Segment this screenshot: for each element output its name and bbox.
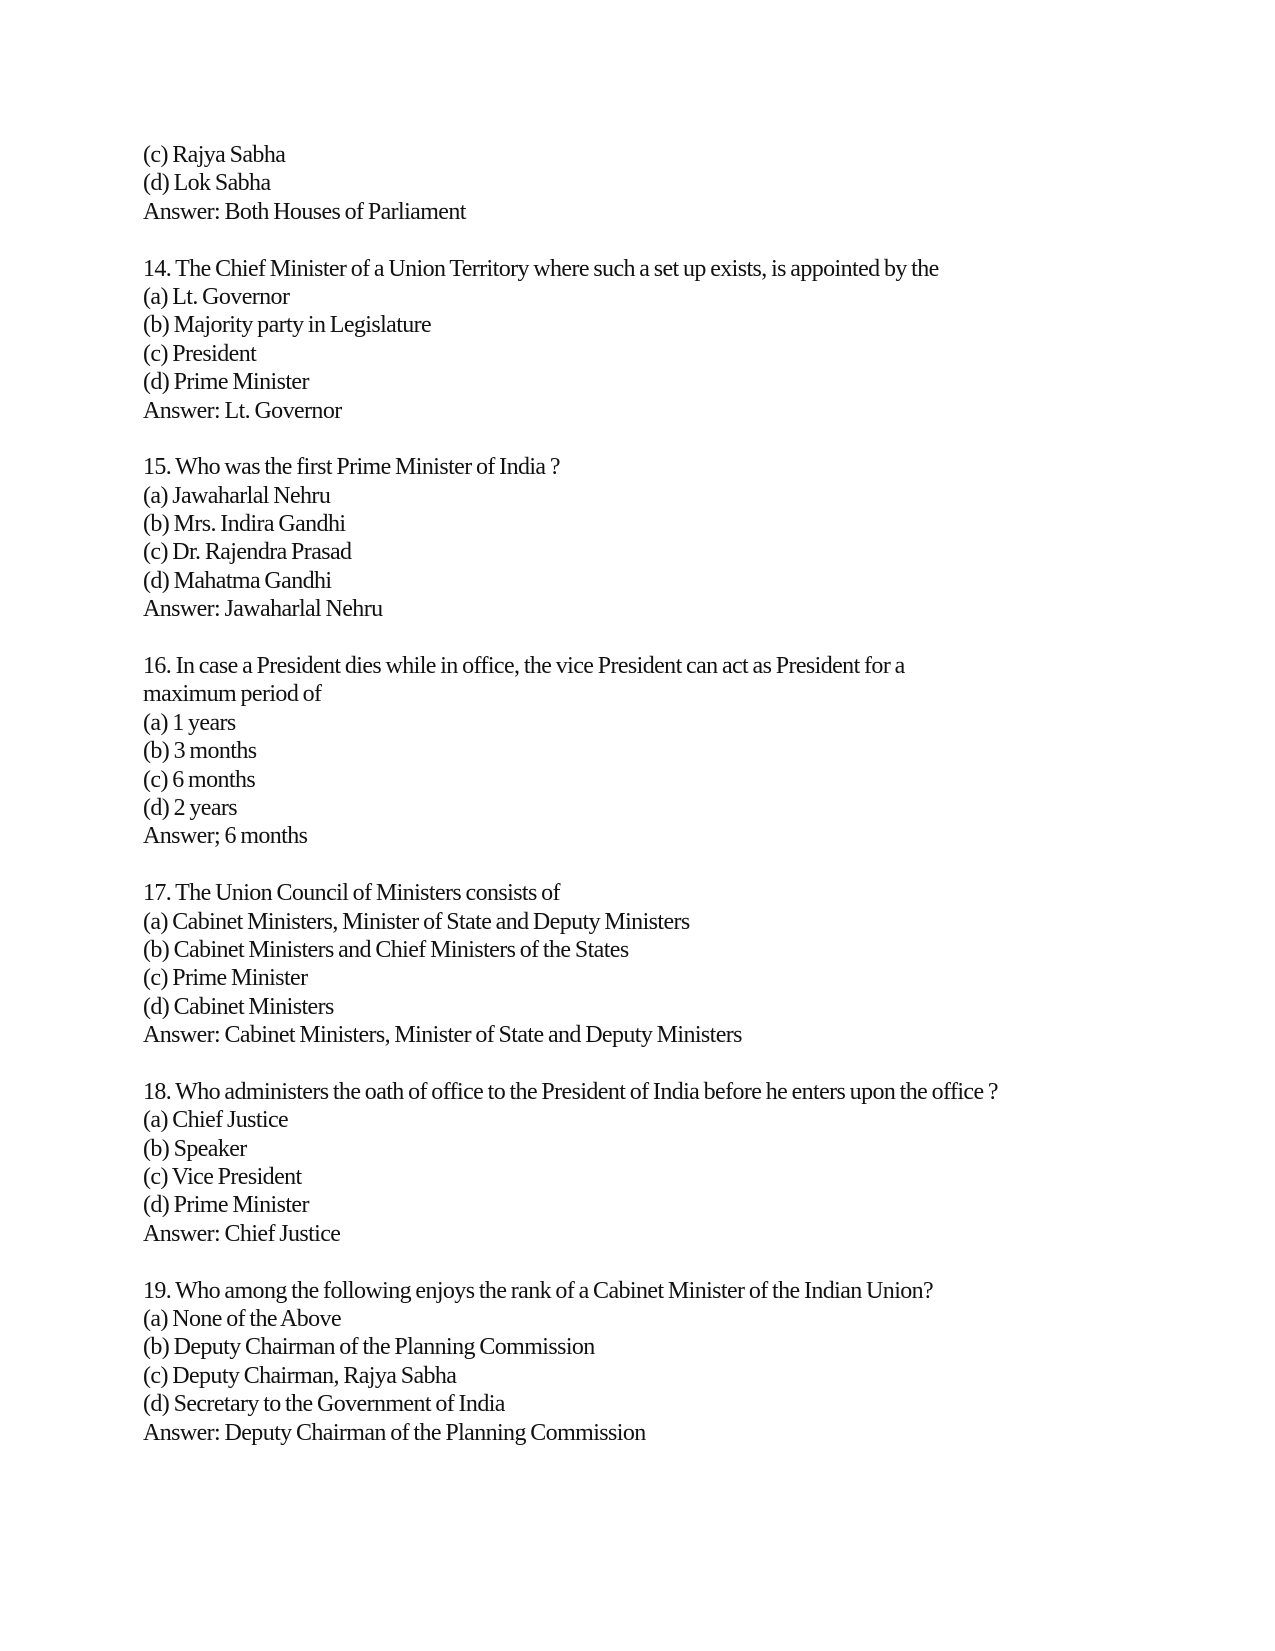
option-c: (c) President (143, 340, 257, 367)
answer: Answer; 6 months (143, 823, 308, 850)
answer: Answer: Both Houses of Parliament (143, 198, 466, 225)
option-c: (c) Dr. Rajendra Prasad (143, 539, 352, 566)
question-text-line-2: maximum period of (143, 681, 322, 708)
question-13-continued (143, 141, 1143, 226)
option-d: (d) Prime Minister (143, 1192, 309, 1219)
answer: Answer: Cabinet Ministers, Minister of State and Deputy Ministers (143, 1022, 742, 1049)
option-d: (d) Cabinet Ministers (143, 993, 334, 1020)
question-14 (143, 255, 1143, 425)
document-page (143, 141, 1143, 1475)
option-c: (c) Rajya Sabha (143, 142, 286, 168)
option-c: (c) Deputy Chairman, Rajya Sabha (143, 1362, 457, 1389)
answer: Answer: Lt. Governor (143, 397, 342, 424)
option-c: (c) Vice President (143, 1164, 302, 1191)
option-a: (a) Chief Justice (143, 1107, 289, 1134)
option-d: (d) Secretary to the Government of India (143, 1391, 505, 1418)
question-text: 15. Who was the first Prime Minister of India ? (143, 454, 560, 481)
question-text: 14. The Chief Minister of a Union Territory where such a set up exists, is appointed by the (143, 255, 939, 282)
question-text-line-1: 16. In case a President dies while in office, the vice President can act as President for a (143, 653, 905, 680)
question-text: 17. The Union Council of Ministers consists of (143, 880, 560, 907)
answer: Answer: Chief Justice (143, 1220, 341, 1247)
question-text: 19. Who among the following enjoys the rank of a Cabinet Minister of the Indian Union? (143, 1277, 934, 1304)
option-b: (b) Majority party in Legislature (143, 312, 432, 339)
option-a: (a) Jawaharlal Nehru (143, 482, 331, 509)
question-text: 18. Who administers the oath of office to the President of India before he enters upon the office ? (143, 1078, 998, 1105)
option-c: (c) 6 months (143, 766, 256, 793)
option-b: (b) Cabinet Ministers and Chief Ministers of the States (143, 936, 629, 963)
option-d: (d) Lok Sabha (143, 170, 271, 197)
option-a: (a) 1 years (143, 709, 236, 736)
answer: Answer: Jawaharlal Nehru (143, 596, 383, 623)
option-b: (b) Speaker (143, 1135, 247, 1162)
question-18 (143, 1078, 1143, 1248)
option-b: (b) Mrs. Indira Gandhi (143, 511, 346, 538)
option-d: (d) Mahatma Gandhi (143, 567, 332, 594)
option-b: (b) 3 months (143, 738, 257, 765)
question-19 (143, 1277, 1143, 1447)
question-15 (143, 453, 1143, 623)
option-b: (b) Deputy Chairman of the Planning Commission (143, 1334, 595, 1361)
question-17 (143, 879, 1143, 1049)
answer: Answer: Deputy Chairman of the Planning Commission (143, 1419, 646, 1446)
option-a: (a) Cabinet Ministers, Minister of State and Deputy Ministers (143, 908, 690, 935)
option-a: (a) Lt. Governor (143, 283, 290, 310)
question-16 (143, 652, 1143, 851)
option-d: (d) Prime Minister (143, 369, 309, 396)
option-c: (c) Prime Minister (143, 965, 308, 992)
option-d: (d) 2 years (143, 794, 238, 821)
option-a: (a) None of the Above (143, 1306, 341, 1333)
